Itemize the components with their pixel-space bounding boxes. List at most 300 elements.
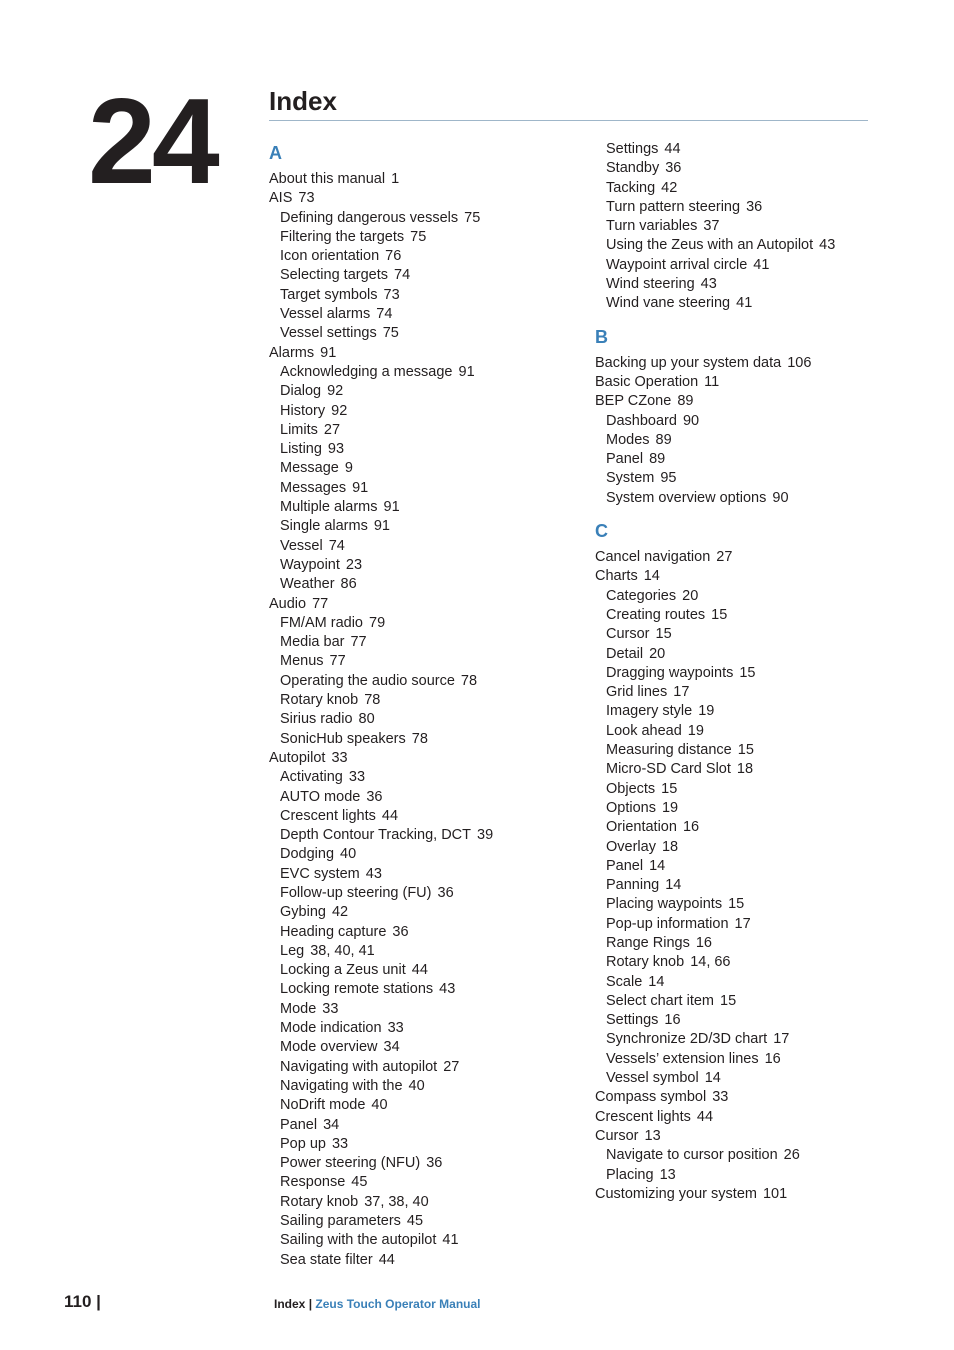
index-subentry — [269, 1193, 599, 1212]
index-term: Rotary knob — [606, 954, 685, 971]
index-page-refs: 91 — [352, 479, 369, 496]
index-term: Waypoint — [280, 556, 340, 573]
index-subentry — [269, 1038, 599, 1057]
index-subentry — [269, 1251, 599, 1270]
index-term: Sirius radio — [280, 711, 353, 728]
index-term: Charts — [595, 568, 638, 585]
index-page-refs: 15 — [655, 626, 672, 643]
index-subentry — [269, 942, 599, 961]
index-subentry — [595, 645, 925, 664]
footer-separator: | — [308, 1297, 313, 1311]
index-subentry — [269, 903, 599, 922]
index-page-refs: 89 — [649, 451, 666, 468]
index-page-refs: 41 — [753, 256, 770, 273]
index-term: Power steering (NFU) — [280, 1155, 421, 1172]
index-page-refs: 77 — [312, 595, 329, 612]
index-subentry — [269, 1154, 599, 1173]
index-term: Weather — [280, 576, 335, 593]
index-term: Locking remote stations — [280, 981, 434, 998]
index-page-refs: 17 — [673, 684, 690, 701]
index-page-refs: 26 — [783, 1147, 800, 1164]
index-term: Rotary knob — [280, 692, 359, 709]
index-term: Locking a Zeus unit — [280, 962, 406, 979]
index-term: Message — [280, 460, 339, 477]
index-subentry — [595, 664, 925, 683]
index-page-refs: 13 — [659, 1166, 676, 1183]
index-page-refs: 15 — [728, 896, 745, 913]
index-page-refs: 14 — [648, 973, 665, 990]
index-subentry — [595, 625, 925, 644]
index-page-refs: 34 — [323, 1116, 340, 1133]
index-page-refs: 14, 66 — [690, 954, 731, 971]
index-page-refs: 92 — [331, 402, 348, 419]
index-term: Operating the audio source — [280, 672, 455, 689]
index-page-refs: 75 — [410, 228, 427, 245]
index-subentry — [269, 286, 599, 305]
index-page-refs: 33 — [712, 1089, 729, 1106]
index-page-refs: 44 — [696, 1108, 714, 1125]
index-page-refs: 19 — [661, 799, 679, 816]
index-page-refs: 73 — [383, 286, 400, 303]
index-page-refs: 89 — [677, 393, 694, 410]
index-term: System — [606, 470, 655, 487]
index-term: Synchronize 2D/3D chart — [606, 1031, 768, 1048]
index-page-refs: 9 — [344, 460, 353, 477]
index-term: Pop up — [280, 1135, 326, 1152]
index-page-refs: 15 — [739, 664, 756, 681]
index-page-refs: 34 — [383, 1039, 400, 1056]
index-term: Vessels’ extension lines — [606, 1050, 759, 1067]
index-term: Heading capture — [280, 923, 387, 940]
index-entry — [269, 595, 599, 614]
index-page-refs: 38, 40, 41 — [310, 942, 375, 959]
index-subentry — [269, 807, 599, 826]
index-page-refs: 74 — [394, 267, 411, 284]
index-term: Defining dangerous vessels — [280, 209, 459, 226]
index-term: Micro-SD Card Slot — [606, 761, 731, 778]
index-page-refs: 77 — [350, 634, 367, 651]
index-subentry — [269, 1096, 599, 1115]
index-term: AIS — [269, 190, 293, 207]
index-subentry — [595, 953, 925, 972]
index-page-refs: 43 — [819, 237, 836, 254]
index-subentry — [595, 973, 925, 992]
index-page-refs: 44 — [378, 1251, 395, 1268]
index-page-refs: 74 — [328, 537, 345, 554]
index-term: History — [280, 402, 326, 419]
index-term: Detail — [606, 645, 644, 662]
index-subentry — [269, 788, 599, 807]
index-subentry — [269, 556, 599, 575]
index-term: Messages — [280, 479, 347, 496]
index-term: NoDrift mode — [280, 1097, 366, 1114]
index-column-right — [595, 140, 925, 1204]
index-subentry — [595, 159, 925, 178]
index-term: Imagery style — [606, 703, 693, 720]
index-entry — [269, 170, 599, 189]
index-subentry — [595, 683, 925, 702]
index-page-refs: 15 — [737, 742, 754, 759]
index-page-refs: 1 — [391, 171, 400, 187]
index-term: Range Rings — [606, 934, 690, 951]
index-term: Panel — [280, 1116, 318, 1133]
index-page-refs: 18 — [661, 838, 679, 855]
index-term: About this manual — [269, 171, 386, 187]
index-page-refs: 91 — [383, 499, 400, 516]
index-page-refs: 14 — [643, 568, 660, 585]
index-term: Objects — [606, 780, 656, 797]
index-term: AUTO mode — [280, 788, 361, 805]
index-subentry — [595, 1011, 925, 1030]
index-page-refs: 17 — [734, 915, 751, 932]
index-term: Listing — [280, 441, 322, 458]
index-page-refs: 16 — [664, 1012, 681, 1029]
index-page-refs: 44 — [381, 807, 399, 824]
index-subentry — [269, 710, 599, 729]
index-page-refs: 89 — [655, 431, 672, 448]
index-page-refs: 91 — [458, 363, 475, 380]
index-page-refs: 79 — [369, 614, 386, 631]
index-entry — [595, 1108, 925, 1127]
index-term: Filtering the targets — [280, 228, 405, 245]
index-subentry — [595, 179, 925, 198]
index-page-refs: 73 — [298, 190, 315, 207]
index-page-refs: 44 — [411, 962, 428, 979]
index-subentry — [269, 421, 599, 440]
index-term: Customizing your system — [595, 1185, 757, 1202]
index-entry — [269, 344, 599, 363]
index-page-refs: 45 — [351, 1174, 368, 1191]
index-page-refs: 36 — [746, 198, 763, 215]
index-subentry — [595, 587, 925, 606]
index-term: SonicHub speakers — [280, 730, 406, 747]
index-subentry — [269, 961, 599, 980]
index-page-refs: 33 — [331, 749, 348, 766]
index-subentry — [595, 722, 925, 741]
index-term: Autopilot — [269, 749, 326, 766]
index-entry — [595, 373, 925, 392]
index-term: System overview options — [606, 489, 767, 506]
index-subentry — [595, 236, 925, 255]
index-subentry — [269, 305, 599, 324]
index-page-refs: 95 — [660, 470, 677, 487]
index-page-refs: 40 — [408, 1077, 425, 1094]
index-subentry — [595, 1050, 925, 1069]
index-page-refs: 23 — [345, 556, 363, 573]
index-term: Compass symbol — [595, 1089, 707, 1106]
index-term: Vessel — [280, 537, 323, 554]
index-entry — [269, 749, 599, 768]
index-page-refs: 19 — [687, 722, 704, 739]
index-term: Placing waypoints — [606, 896, 723, 913]
index-page-refs: 86 — [340, 576, 357, 593]
index-term: Panel — [606, 857, 644, 874]
index-page-refs: 45 — [406, 1213, 424, 1230]
index-subentry — [269, 209, 599, 228]
index-subentry — [269, 517, 599, 536]
index-page-refs: 78 — [364, 692, 381, 709]
index-subentry — [595, 1166, 925, 1185]
index-subentry — [269, 440, 599, 459]
footer-text — [274, 1297, 481, 1311]
index-page-refs: 19 — [698, 703, 715, 720]
index-term: Crescent lights — [595, 1108, 691, 1125]
index-subentry — [595, 431, 925, 450]
page-title: Index — [269, 86, 337, 116]
index-page-refs: 90 — [682, 412, 700, 429]
index-term: Icon orientation — [280, 248, 380, 265]
index-term: Sea state filter — [280, 1251, 373, 1268]
index-page-refs: 27 — [323, 421, 341, 438]
index-page-refs: 41 — [736, 295, 753, 312]
index-subentry — [595, 895, 925, 914]
index-subentry — [595, 140, 925, 159]
index-term: Wind vane steering — [606, 295, 731, 312]
index-letter-heading: A — [269, 143, 282, 163]
index-page-refs: 36 — [437, 884, 454, 901]
index-subentry — [595, 780, 925, 799]
index-subentry — [269, 1135, 599, 1154]
index-page-refs: 15 — [711, 606, 728, 623]
index-subentry — [269, 730, 599, 749]
index-subentry — [595, 1030, 925, 1049]
footer-page-number: 110 | — [64, 1292, 101, 1311]
index-subentry — [595, 198, 925, 217]
index-subentry — [269, 980, 599, 999]
index-term: Leg — [280, 942, 305, 959]
index-term: Audio — [269, 595, 307, 612]
index-term: Vessel settings — [280, 325, 377, 342]
index-letter-heading: B — [595, 326, 608, 347]
index-term: Tacking — [606, 179, 656, 196]
index-term: Wind steering — [606, 276, 695, 293]
index-page-refs: 42 — [661, 179, 678, 196]
index-page-refs: 43 — [700, 276, 717, 293]
index-term: Waypoint arrival circle — [606, 256, 748, 273]
index-letter-heading: C — [595, 521, 608, 542]
index-term: Dragging waypoints — [606, 664, 734, 681]
index-page-refs: 91 — [373, 518, 390, 535]
index-page-refs: 42 — [331, 904, 349, 921]
index-page-refs: 77 — [329, 653, 346, 670]
index-page-refs: 40 — [340, 846, 357, 863]
index-page-refs: 14 — [665, 877, 682, 894]
index-page-refs: 16 — [764, 1050, 781, 1067]
index-page-refs: 91 — [320, 344, 337, 361]
index-subentry — [269, 324, 599, 343]
index-term: Response — [280, 1174, 346, 1191]
footer-section: Index — [274, 1297, 306, 1311]
index-term: Creating routes — [606, 606, 706, 623]
index-page-refs: 18 — [736, 761, 754, 778]
index-page-refs: 36 — [366, 788, 383, 805]
index-subentry — [595, 934, 925, 953]
index-page-refs: 36 — [392, 923, 409, 940]
index-page-refs: 106 — [787, 354, 812, 371]
index-term: Panel — [606, 451, 644, 468]
index-term: Dialog — [280, 383, 322, 400]
index-page-refs: 17 — [773, 1031, 790, 1048]
index-page-refs: 76 — [385, 248, 402, 265]
index-term: Depth Contour Tracking, DCT — [280, 827, 471, 844]
index-page-refs: 74 — [376, 306, 393, 323]
index-subentry — [269, 923, 599, 942]
index-subentry — [595, 256, 925, 275]
index-entry — [595, 354, 925, 373]
index-term: Navigating with the — [280, 1077, 403, 1094]
index-term: Measuring distance — [606, 742, 732, 759]
index-term: Target symbols — [280, 286, 378, 303]
index-term: Cursor — [606, 626, 650, 643]
index-term: Activating — [280, 769, 343, 786]
index-subentry — [595, 606, 925, 625]
index-page-refs: 20 — [649, 645, 666, 662]
index-term: Mode — [280, 1000, 317, 1017]
index-entry — [269, 189, 599, 208]
index-subentry — [595, 217, 925, 236]
index-page-refs: 36 — [665, 160, 682, 177]
index-subentry — [595, 1069, 925, 1088]
index-page-refs: 33 — [387, 1020, 404, 1037]
index-page-refs: 101 — [762, 1185, 788, 1202]
index-term: Dodging — [280, 846, 335, 863]
index-term: Acknowledging a message — [280, 363, 453, 380]
index-subentry — [269, 459, 599, 478]
index-subentry — [269, 479, 599, 498]
index-term: Grid lines — [606, 684, 668, 701]
index-page-refs: 39 — [477, 827, 494, 844]
index-subentry — [595, 1146, 925, 1165]
index-term: Rotary knob — [280, 1193, 359, 1210]
index-page-refs: 33 — [331, 1135, 349, 1152]
index-term: Menus — [280, 653, 324, 670]
index-entry — [595, 1185, 925, 1204]
index-subentry — [269, 884, 599, 903]
index-subentry — [269, 1212, 599, 1231]
index-subentry — [595, 702, 925, 721]
index-page-refs: 27 — [443, 1058, 460, 1075]
index-subentry — [595, 799, 925, 818]
index-term: Look ahead — [606, 722, 682, 739]
index-page-refs: 33 — [348, 769, 366, 786]
index-subentry — [269, 247, 599, 266]
index-term: Modes — [606, 431, 650, 448]
index-page-refs: 13 — [644, 1127, 661, 1144]
index-term: Vessel alarms — [280, 306, 371, 323]
index-page-refs: 16 — [682, 819, 700, 836]
index-page-refs: 33 — [322, 1000, 339, 1017]
index-subentry — [269, 1019, 599, 1038]
index-page-refs: 93 — [327, 441, 345, 458]
index-term: Single alarms — [280, 518, 368, 535]
index-term: Alarms — [269, 344, 315, 361]
index-term: Select chart item — [606, 992, 714, 1009]
footer-doc-title: Zeus Touch Operator Manual — [315, 1297, 481, 1311]
index-page-refs: 16 — [695, 934, 712, 951]
index-subentry — [595, 450, 925, 469]
index-page-refs: 37 — [703, 218, 720, 235]
index-page-refs: 37, 38, 40 — [364, 1193, 429, 1210]
index-term: Sailing parameters — [280, 1213, 401, 1230]
index-subentry — [595, 876, 925, 895]
index-column-left — [269, 140, 599, 1270]
index-page-refs: 14 — [649, 857, 666, 874]
index-term: Navigate to cursor position — [606, 1147, 778, 1164]
index-subentry — [595, 838, 925, 857]
index-term: Basic Operation — [595, 373, 699, 390]
index-term: Limits — [280, 421, 318, 438]
index-entry — [595, 567, 925, 586]
index-term: Categories — [606, 587, 677, 604]
index-term: Mode overview — [280, 1039, 378, 1056]
index-page-refs: 44 — [664, 141, 681, 157]
index-term: EVC system — [280, 865, 360, 882]
index-subentry — [595, 741, 925, 760]
index-page-refs: 14 — [704, 1070, 721, 1087]
index-term: Pop-up information — [606, 915, 729, 932]
index-term: Mode indication — [280, 1020, 382, 1037]
index-subentry — [269, 865, 599, 884]
index-subentry — [269, 672, 599, 691]
index-term: Multiple alarms — [280, 499, 378, 516]
index-entry — [595, 548, 925, 567]
index-page-refs: 75 — [382, 325, 399, 342]
index-page-refs: 80 — [358, 711, 375, 728]
index-subentry — [269, 614, 599, 633]
index-subentry — [269, 1058, 599, 1077]
index-subentry — [269, 575, 599, 594]
index-subentry — [269, 826, 599, 845]
index-page-refs: 78 — [411, 730, 428, 747]
index-subentry — [595, 489, 925, 508]
index-subentry — [269, 633, 599, 652]
index-entry — [595, 1127, 925, 1146]
index-subentry — [595, 760, 925, 779]
index-term: Turn pattern steering — [606, 198, 741, 215]
chapter-number: 24 — [88, 73, 216, 209]
index-subentry — [595, 275, 925, 294]
index-term: Cancel navigation — [595, 549, 711, 566]
index-entry — [595, 392, 925, 411]
index-entry — [595, 1088, 925, 1107]
index-subentry — [269, 363, 599, 382]
index-subentry — [269, 228, 599, 247]
index-page-refs: 15 — [661, 780, 678, 797]
index-term: Crescent lights — [280, 807, 376, 824]
index-subentry — [269, 1173, 599, 1192]
index-subentry — [269, 402, 599, 421]
index-subentry — [595, 857, 925, 876]
index-page-refs: 11 — [704, 373, 720, 390]
index-term: Backing up your system data — [595, 354, 782, 371]
index-subentry — [269, 382, 599, 401]
index-term: Orientation — [606, 819, 677, 836]
index-term: Standby — [606, 160, 660, 177]
index-subentry — [269, 691, 599, 710]
index-term: Settings — [606, 1012, 659, 1029]
index-term: Using the Zeus with an Autopilot — [606, 237, 814, 254]
index-term: Sailing with the autopilot — [280, 1232, 437, 1249]
index-subentry — [269, 652, 599, 671]
index-term: Media bar — [280, 634, 345, 651]
index-term: BEP CZone — [595, 393, 672, 410]
index-term: Selecting targets — [280, 267, 389, 284]
index-page-refs: 43 — [439, 981, 456, 998]
index-term: Placing — [606, 1166, 654, 1183]
index-page-refs: 90 — [772, 489, 789, 506]
index-term: Follow-up steering (FU) — [280, 884, 432, 901]
index-term: Cursor — [595, 1127, 639, 1144]
